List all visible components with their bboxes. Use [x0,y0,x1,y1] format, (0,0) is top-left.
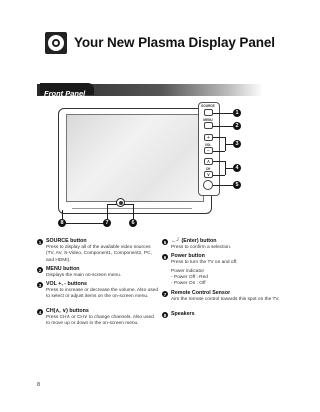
callout-1: 1 [233,109,241,117]
item-description: Press to display all of the available video sources (TV, AV, S-Video, Component1, Component2, PC, and HDMI). [46,245,152,263]
callout-7: 7 [103,219,111,227]
section-tab [40,83,94,98]
source-button [204,109,213,116]
section-label: Front Panel [44,89,86,98]
vol-minus-button: − [204,147,213,154]
callout-line-1 [213,113,233,114]
power-off-state: - Power Off : Red [171,275,208,280]
ch-label: CH [205,166,211,171]
source-label: SOURCE [201,104,215,108]
item-number: 6 [163,254,167,260]
tv-bottom-edge [72,208,192,209]
lightbulb-icon [45,32,67,54]
item-number: 1 [38,239,42,245]
item-title: Power button [171,253,205,259]
item-description: Press to increase or decrease the volume. Also used to select or adjust items on the on-screen menu. [46,288,158,300]
item-description: Press to confirm a selection. [171,245,232,250]
item-description: Press to turn the TV on and off. [171,260,238,265]
callout-line-4a [213,161,225,162]
item-description: Aim the remote control towards this spot on the TV. [171,297,280,302]
item-title: VOL +, - buttons [46,281,87,287]
callout-line-3c [225,144,233,145]
item-title: MENU button [46,266,80,272]
callout-line-7b [107,204,117,205]
item-title: Speakers [171,311,195,317]
description-right-column [162,238,287,378]
item-number: 2 [38,267,42,273]
ch-up-button: ∧ [204,158,213,165]
item-number: 8 [163,312,167,318]
callout-line-7 [107,204,108,219]
tv-screen [66,114,204,202]
item-title: Remote Control Sensor [171,290,231,296]
callout-line-2 [213,126,233,127]
callout-5: 5 [233,181,241,189]
menu-button [204,122,213,129]
page-number: 8 [37,382,41,388]
item-number: 4 [38,309,42,315]
item-number: 3 [38,282,42,288]
menu-label: MENU [203,118,213,122]
callout-8: 8 [58,219,66,227]
enter-button [203,180,213,190]
callout-line-8b [65,223,105,224]
item-number: 5 [163,239,167,245]
vol-label: VOL [204,142,212,147]
vol-plus-button: + [204,134,213,141]
callout-line-3a [213,137,225,138]
callout-line-6b [124,204,133,205]
callout-line-3b [213,151,225,152]
callout-3: 3 [233,140,241,148]
item-title: SOURCE button [46,238,87,244]
power-on-state: - Power On : Off [171,281,206,286]
item-description: Press CH∧ or CH∨ to change channels. Also used to move up or down in the on-screen menu. [46,315,154,327]
item-title: CH(∧, ∨) buttons [46,308,89,314]
callout-6: 6 [129,219,137,227]
callout-4: 4 [233,164,241,172]
item-title: ←┘ (Enter) button [171,238,217,244]
description-left-column [37,238,162,378]
page-title: Your New Plasma Display Panel [74,35,275,50]
item-description: Displays the main on-screen menu. [46,273,122,278]
power-indicator-icon [119,201,123,205]
callout-line-4b [213,175,225,176]
ch-down-button: ∨ [204,171,213,178]
item-number: 7 [163,291,167,297]
callout-line-4c [225,168,233,169]
callout-2: 2 [233,122,241,130]
power-indicator-label: Power indicator [171,269,205,274]
callout-line-5 [213,185,233,186]
callout-line-6 [133,204,134,219]
